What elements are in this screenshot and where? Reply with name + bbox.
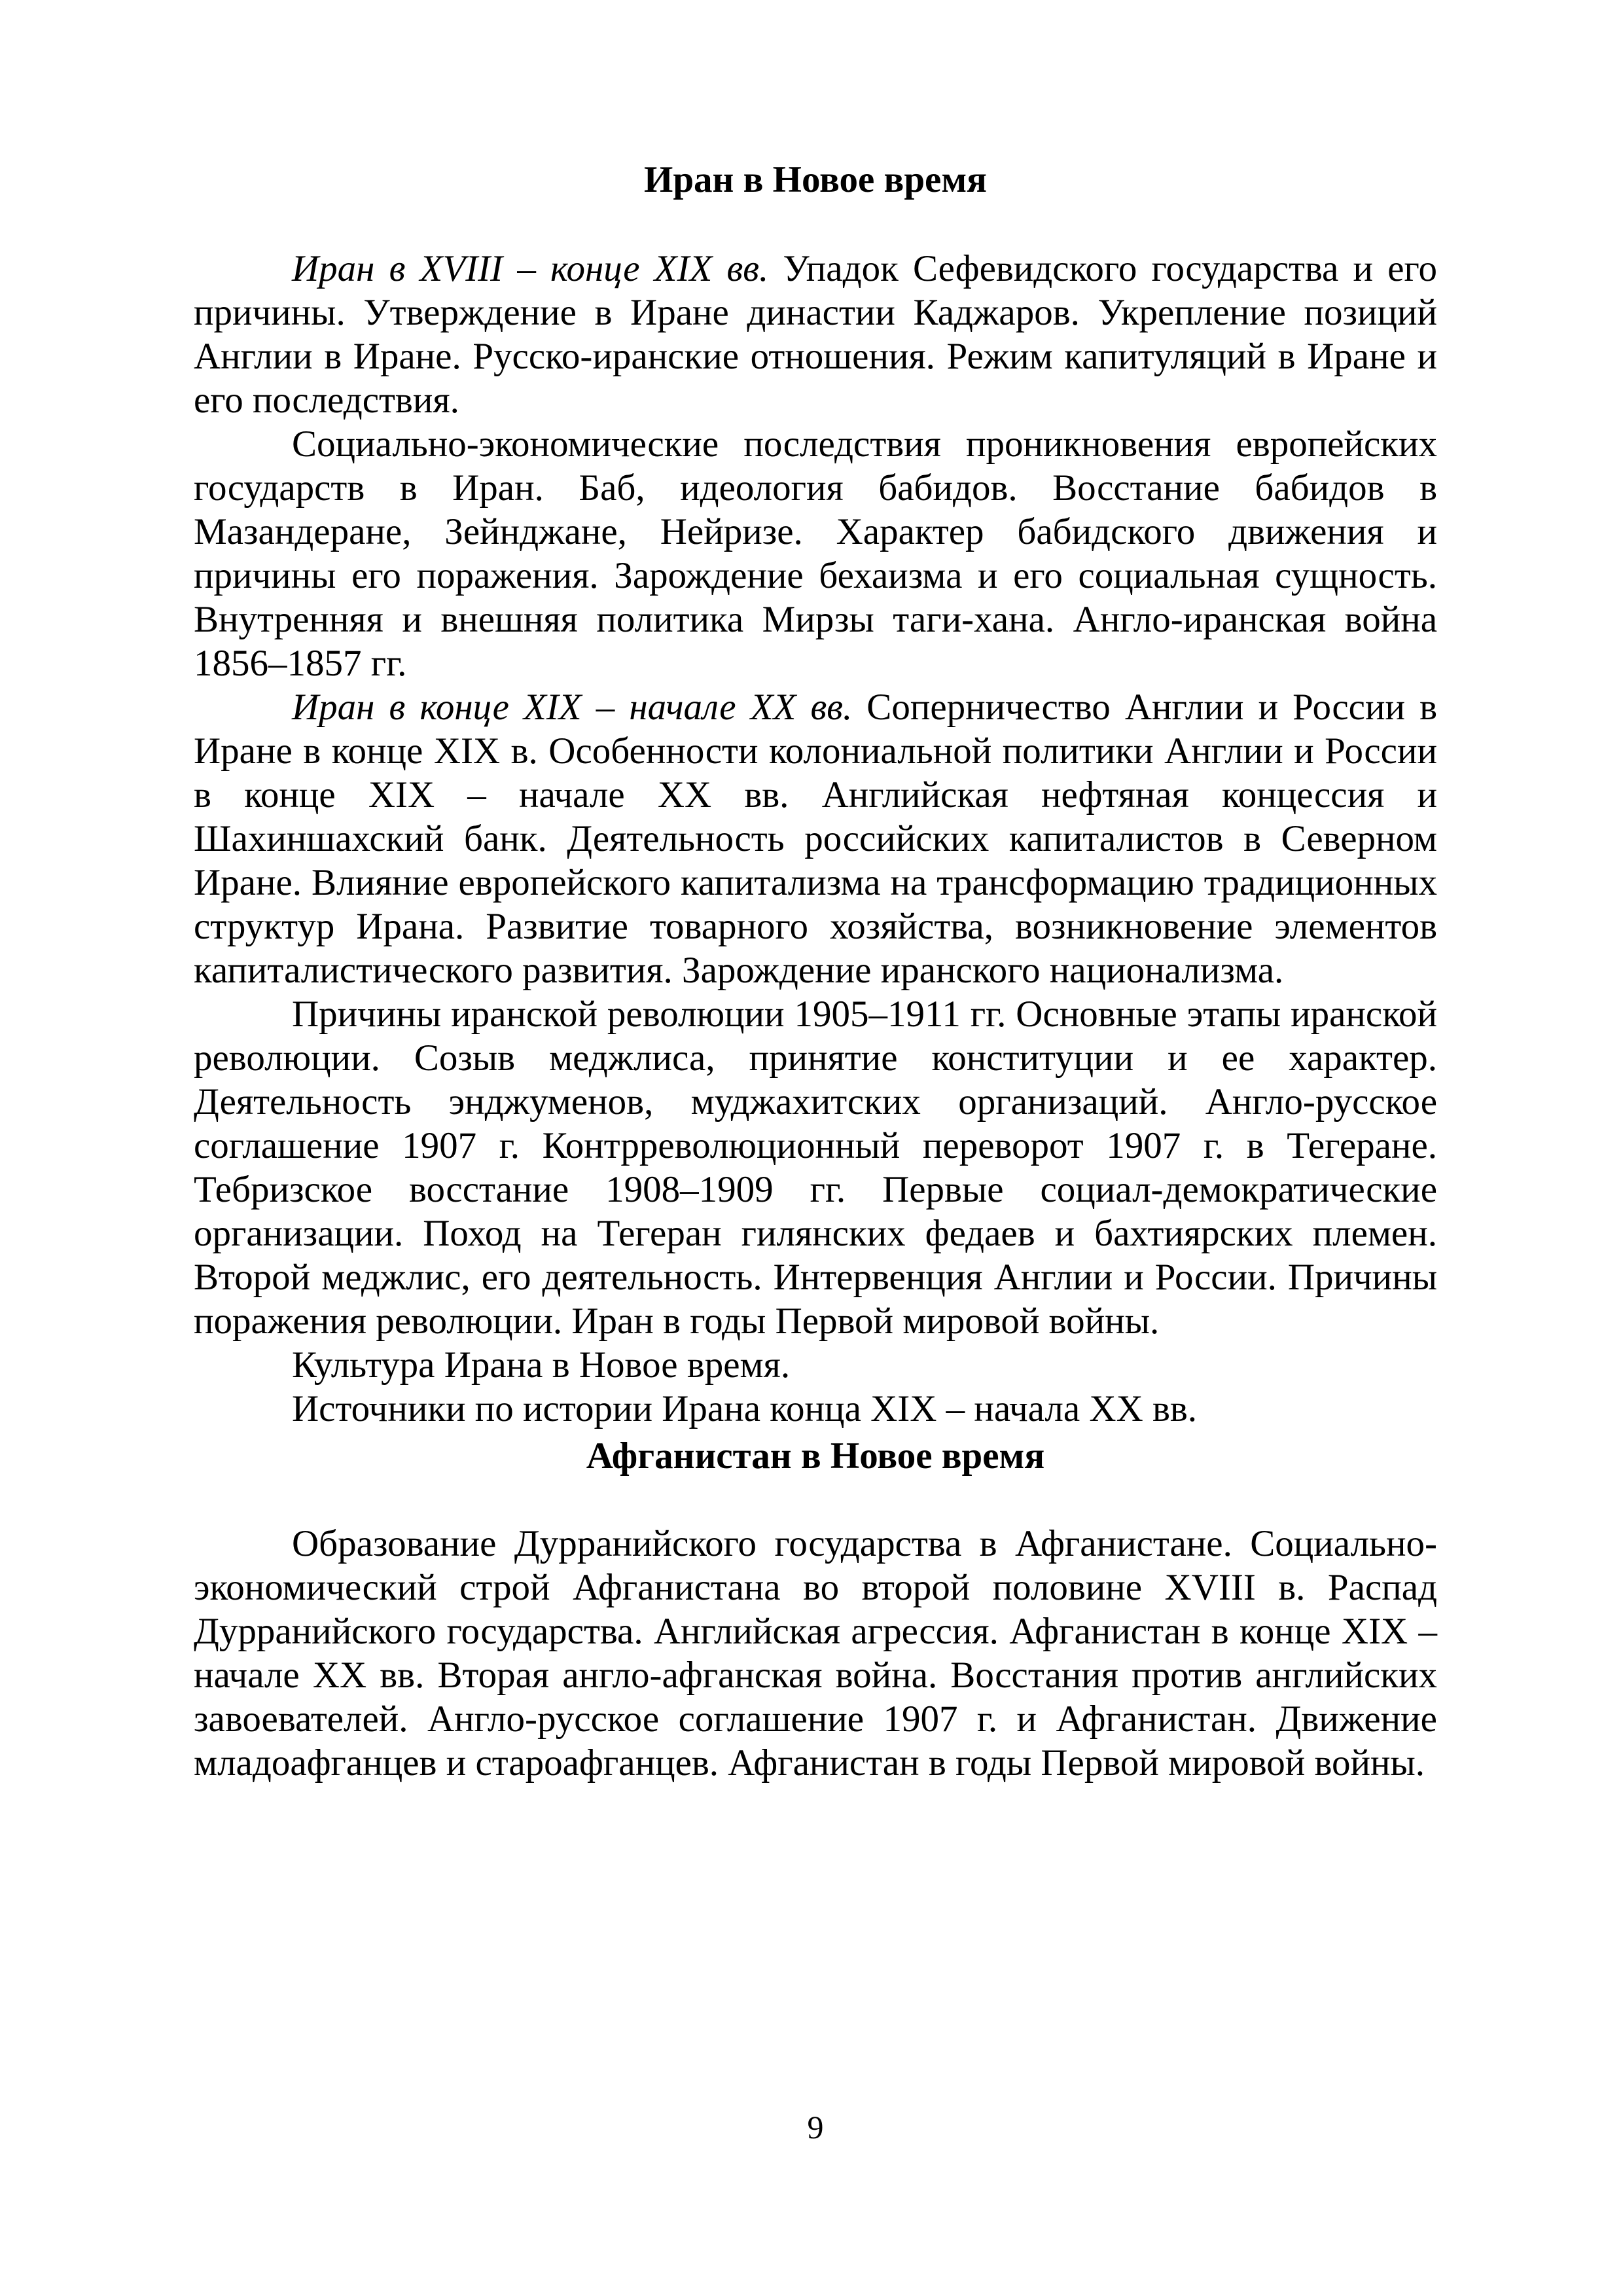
iran-paragraph-3-text: Соперничество Англии и России в Иране в конце XIX в. Особенности колониальной политики Англии и России в конце XIX – начале XX вв. Английская нефтяная концессия и Шахиншахский банк. Деятельность российских капиталистов в Северном Иране. Влияние европейского капитализма на трансформацию традиционных структур Ирана. Развитие товарного хозяйства, возникновение элементов капиталистического развития. Зарождение иранского национализма. (194, 687, 1438, 991)
afghanistan-section-body (194, 1522, 1437, 1785)
afghanistan-section-title: Афганистан в Новое время (586, 1435, 1045, 1477)
iran-paragraph-6-text: Источники по истории Ирана конца XIX – начала XX вв. (292, 1388, 1198, 1429)
iran-paragraph-4 (194, 992, 1437, 1343)
iran-paragraph-5 (194, 1343, 1437, 1387)
document-page (194, 0, 1437, 2296)
iran-paragraph-5-text: Культура Ирана в Новое время. (292, 1344, 791, 1386)
iran-paragraph-4-text: Причины иранской революции 1905–1911 гг. Основные этапы иранской революции. Созыв меджлиса, принятие конституции и ее характер. Деятельность энджуменов, муджахитских организаций. Англо-русское соглашение 1907 г. Контрреволюционный переворот 1907 г. в Тегеране. Тебризское восстание 1908–1909 гг. Первые социал-демократические организации. Поход на Тегеран гилянских федаев и бахтиярских племен. Второй меджлис, его деятельность. Интервенция Англии и России. Причины поражения революции. Иран в годы Первой мировой войны. (194, 994, 1437, 1342)
iran-paragraph-2 (194, 422, 1437, 685)
iran-paragraph-1 (194, 247, 1437, 422)
iran-paragraph-1-lead: Иран в XVIII – конце XIX вв. (292, 248, 769, 289)
afghanistan-paragraph-1 (194, 1522, 1437, 1785)
iran-paragraph-1-text: Упадок Сефевидского государства и его причины. Утверждение в Иране династии Каджаров. Укрепление позиций Англии в Иране. Русско-иранские отношения. Режим капитуляций в Иране и его последствия. (194, 248, 1437, 421)
iran-section-title: Иран в Новое время (644, 159, 987, 200)
iran-section-body (194, 247, 1437, 1431)
iran-paragraph-3 (194, 685, 1437, 992)
page-number: 9 (807, 2109, 824, 2145)
iran-paragraph-3-lead: Иран в конце XIX – начале XX вв. (292, 687, 853, 728)
iran-paragraph-6 (194, 1387, 1437, 1431)
afghanistan-paragraph-1-text: Образование Дурранийского государства в Афганистане. Социально-экономический строй Афганистана во второй половине XVIII в. Распад Дурранийского государства. Английская агрессия. Афганистан в конце XIX – начале XX вв. Вторая англо-афганская война. Восстания против английских завоевателей. Англо-русское соглашение 1907 г. и Афганистан. Движение младоафганцев и староафганцев. Афганистан в годы Первой мировой войны. (194, 1523, 1437, 1784)
iran-paragraph-2-text: Социально-экономические последствия проникновения европейских государств в Иран. Баб, идеология бабидов. Восстание бабидов в Мазандеране, Зейнджане, Нейризе. Характер бабидского движения и причины его поражения. Зарождение бехаизма и его социальная сущность. Внутренняя и внешняя политика Мирзы таги-хана. Англо-иранская война 1856–1857 гг. (194, 423, 1437, 684)
